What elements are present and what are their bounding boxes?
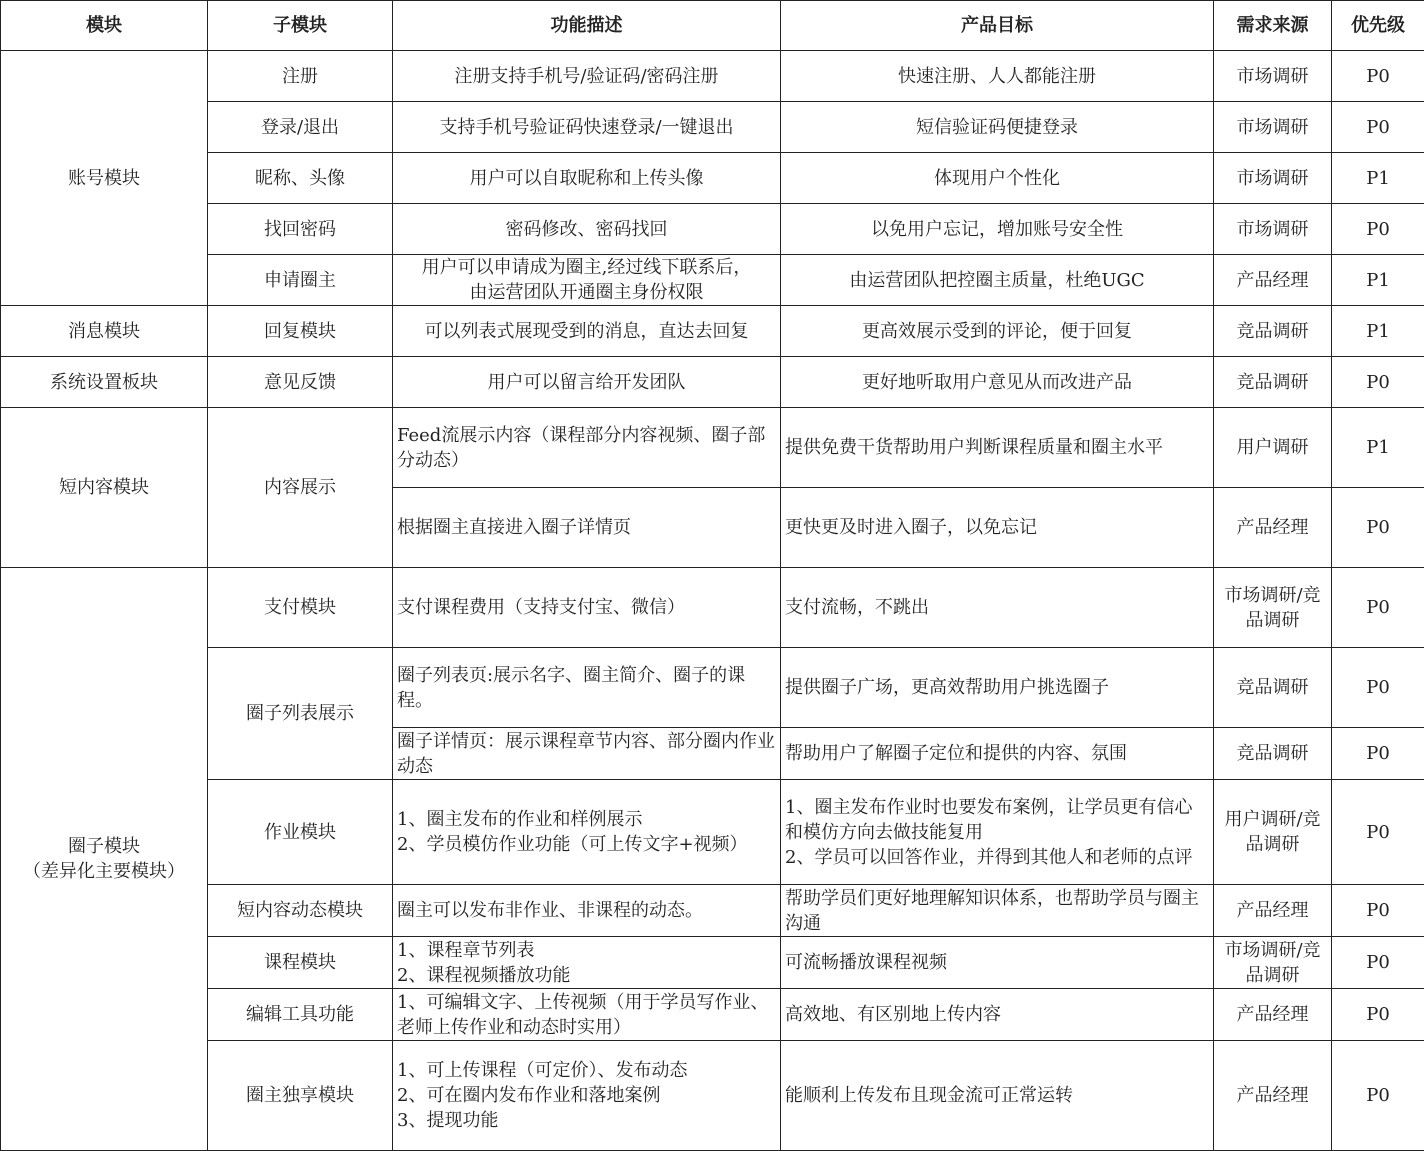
source-cell: 竞品调研 (1214, 648, 1332, 728)
submodule-cell: 编辑工具功能 (208, 989, 393, 1041)
source-cell: 市场调研 (1214, 153, 1332, 204)
goal-cell: 可流畅播放课程视频 (781, 937, 1214, 989)
goal-cell: 由运营团队把控圈主质量，杜绝UGC (781, 255, 1214, 306)
goal-cell: 帮助学员们更好地理解知识体系，也帮助学员与圈主沟通 (781, 885, 1214, 937)
source-cell: 竞品调研 (1214, 728, 1332, 780)
submodule-cell: 申请圈主 (208, 255, 393, 306)
submodule-cell: 圈主独享模块 (208, 1041, 393, 1151)
submodule-cell: 短内容动态模块 (208, 885, 393, 937)
goal-cell: 更好地听取用户意见从而改进产品 (781, 357, 1214, 408)
goal-cell: 提供免费干货帮助用户判断课程质量和圈主水平 (781, 408, 1214, 488)
table-row (1, 989, 1424, 1041)
submodule-cell: 回复模块 (208, 306, 393, 357)
source-cell: 用户调研/竞品调研 (1214, 780, 1332, 885)
goal-cell: 提供圈子广场，更高效帮助用户挑选圈子 (781, 648, 1214, 728)
description-cell: 支持手机号验证码快速登录/一键退出 (393, 102, 781, 153)
goal-cell: 高效地、有区别地上传内容 (781, 989, 1214, 1041)
description-cell: 1、圈主发布的作业和样例展示 2、学员模仿作业功能（可上传文字+视频） (393, 780, 781, 885)
description-cell: 圈子详情页：展示课程章节内容、部分圈内作业动态 (393, 728, 781, 780)
header-goal: 产品目标 (781, 1, 1214, 51)
priority-cell: P1 (1332, 408, 1424, 488)
goal-cell: 能顺利上传发布且现金流可正常运转 (781, 1041, 1214, 1151)
priority-cell: P0 (1332, 204, 1424, 255)
submodule-cell: 注册 (208, 51, 393, 102)
table-row (1, 780, 1424, 885)
table-row (1, 255, 1424, 306)
module-cell-circle: 圈子模块 （差异化主要模块） (1, 568, 208, 1151)
description-cell: 用户可以留言给开发团队 (393, 357, 781, 408)
priority-cell: P1 (1332, 153, 1424, 204)
source-cell: 市场调研 (1214, 204, 1332, 255)
description-cell: 支付课程费用（支持支付宝、微信） (393, 568, 781, 648)
priority-cell: P0 (1332, 780, 1424, 885)
goal-cell: 支付流畅，不跳出 (781, 568, 1214, 648)
table-row (1, 568, 1424, 648)
header-submodule: 子模块 (208, 1, 393, 51)
table-row (1, 357, 1424, 408)
description-cell: 1、课程章节列表 2、课程视频播放功能 (393, 937, 781, 989)
table-row (1, 102, 1424, 153)
table-row (1, 408, 1424, 488)
table-row (1, 204, 1424, 255)
source-cell: 市场调研 (1214, 51, 1332, 102)
header-module: 模块 (1, 1, 208, 51)
goal-cell: 帮助用户了解圈子定位和提供的内容、氛围 (781, 728, 1214, 780)
priority-cell: P0 (1332, 648, 1424, 728)
priority-cell: P0 (1332, 568, 1424, 648)
header-priority: 优先级 (1332, 1, 1424, 51)
description-cell: 密码修改、密码找回 (393, 204, 781, 255)
module-cell-message: 消息模块 (1, 306, 208, 357)
submodule-cell: 内容展示 (208, 408, 393, 568)
submodule-cell: 登录/退出 (208, 102, 393, 153)
header-source: 需求来源 (1214, 1, 1332, 51)
description-cell: 1、可上传课程（可定价）、发布动态 2、可在圈内发布作业和落地案例 3、提现功能 (393, 1041, 781, 1151)
goal-cell: 更快更及时进入圈子，以免忘记 (781, 488, 1214, 568)
table-row (1, 885, 1424, 937)
priority-cell: P0 (1332, 51, 1424, 102)
source-cell: 竞品调研 (1214, 306, 1332, 357)
priority-cell: P0 (1332, 357, 1424, 408)
header-description: 功能描述 (393, 1, 781, 51)
module-cell-settings: 系统设置板块 (1, 357, 208, 408)
source-cell: 产品经理 (1214, 989, 1332, 1041)
priority-cell: P1 (1332, 255, 1424, 306)
description-cell: 1、可编辑文字、上传视频（用于学员写作业、老师上传作业和动态时实用） (393, 989, 781, 1041)
submodule-cell: 找回密码 (208, 204, 393, 255)
source-cell: 用户调研 (1214, 408, 1332, 488)
table-row (1, 937, 1424, 989)
priority-cell: P0 (1332, 102, 1424, 153)
priority-cell: P1 (1332, 306, 1424, 357)
source-cell: 产品经理 (1214, 255, 1332, 306)
module-cell-short-content: 短内容模块 (1, 408, 208, 568)
description-cell: Feed流展示内容（课程部分内容视频、圈子部分动态） (393, 408, 781, 488)
goal-cell: 以免用户忘记，增加账号安全性 (781, 204, 1214, 255)
table-row (1, 51, 1424, 102)
source-cell: 市场调研 (1214, 102, 1332, 153)
goal-cell: 体现用户个性化 (781, 153, 1214, 204)
description-cell: 注册支持手机号/验证码/密码注册 (393, 51, 781, 102)
source-cell: 产品经理 (1214, 885, 1332, 937)
description-cell: 用户可以自取昵称和上传头像 (393, 153, 781, 204)
description-cell: 用户可以申请成为圈主,经过线下联系后， 由运营团队开通圈主身份权限 (393, 255, 781, 306)
submodule-cell: 作业模块 (208, 780, 393, 885)
source-cell: 产品经理 (1214, 1041, 1332, 1151)
goal-cell: 1、圈主发布作业时也要发布案例，让学员更有信心和模仿方向去做技能复用 2、学员可以回答作业，并得到其他人和老师的点评 (781, 780, 1214, 885)
goal-cell: 更高效展示受到的评论，便于回复 (781, 306, 1214, 357)
submodule-cell: 课程模块 (208, 937, 393, 989)
table-row (1, 1041, 1424, 1151)
priority-cell: P0 (1332, 937, 1424, 989)
module-cell-account: 账号模块 (1, 51, 208, 306)
source-cell: 产品经理 (1214, 488, 1332, 568)
goal-cell: 快速注册、人人都能注册 (781, 51, 1214, 102)
priority-cell: P0 (1332, 989, 1424, 1041)
header-row (1, 1, 1424, 51)
submodule-cell: 昵称、头像 (208, 153, 393, 204)
priority-cell: P0 (1332, 885, 1424, 937)
submodule-cell: 圈子列表展示 (208, 648, 393, 780)
table-row (1, 306, 1424, 357)
submodule-cell: 支付模块 (208, 568, 393, 648)
description-cell: 圈子列表页:展示名字、圈主简介、圈子的课程。 (393, 648, 781, 728)
source-cell: 市场调研/竞品调研 (1214, 568, 1332, 648)
goal-cell: 短信验证码便捷登录 (781, 102, 1214, 153)
source-cell: 市场调研/竞品调研 (1214, 937, 1332, 989)
submodule-cell: 意见反馈 (208, 357, 393, 408)
source-cell: 竞品调研 (1214, 357, 1332, 408)
priority-cell: P0 (1332, 488, 1424, 568)
description-cell: 圈主可以发布非作业、非课程的动态。 (393, 885, 781, 937)
description-cell: 根据圈主直接进入圈子详情页 (393, 488, 781, 568)
table-row (1, 153, 1424, 204)
priority-cell: P0 (1332, 1041, 1424, 1151)
description-cell: 可以列表式展现受到的消息，直达去回复 (393, 306, 781, 357)
priority-cell: P0 (1332, 728, 1424, 780)
table-row (1, 648, 1424, 728)
